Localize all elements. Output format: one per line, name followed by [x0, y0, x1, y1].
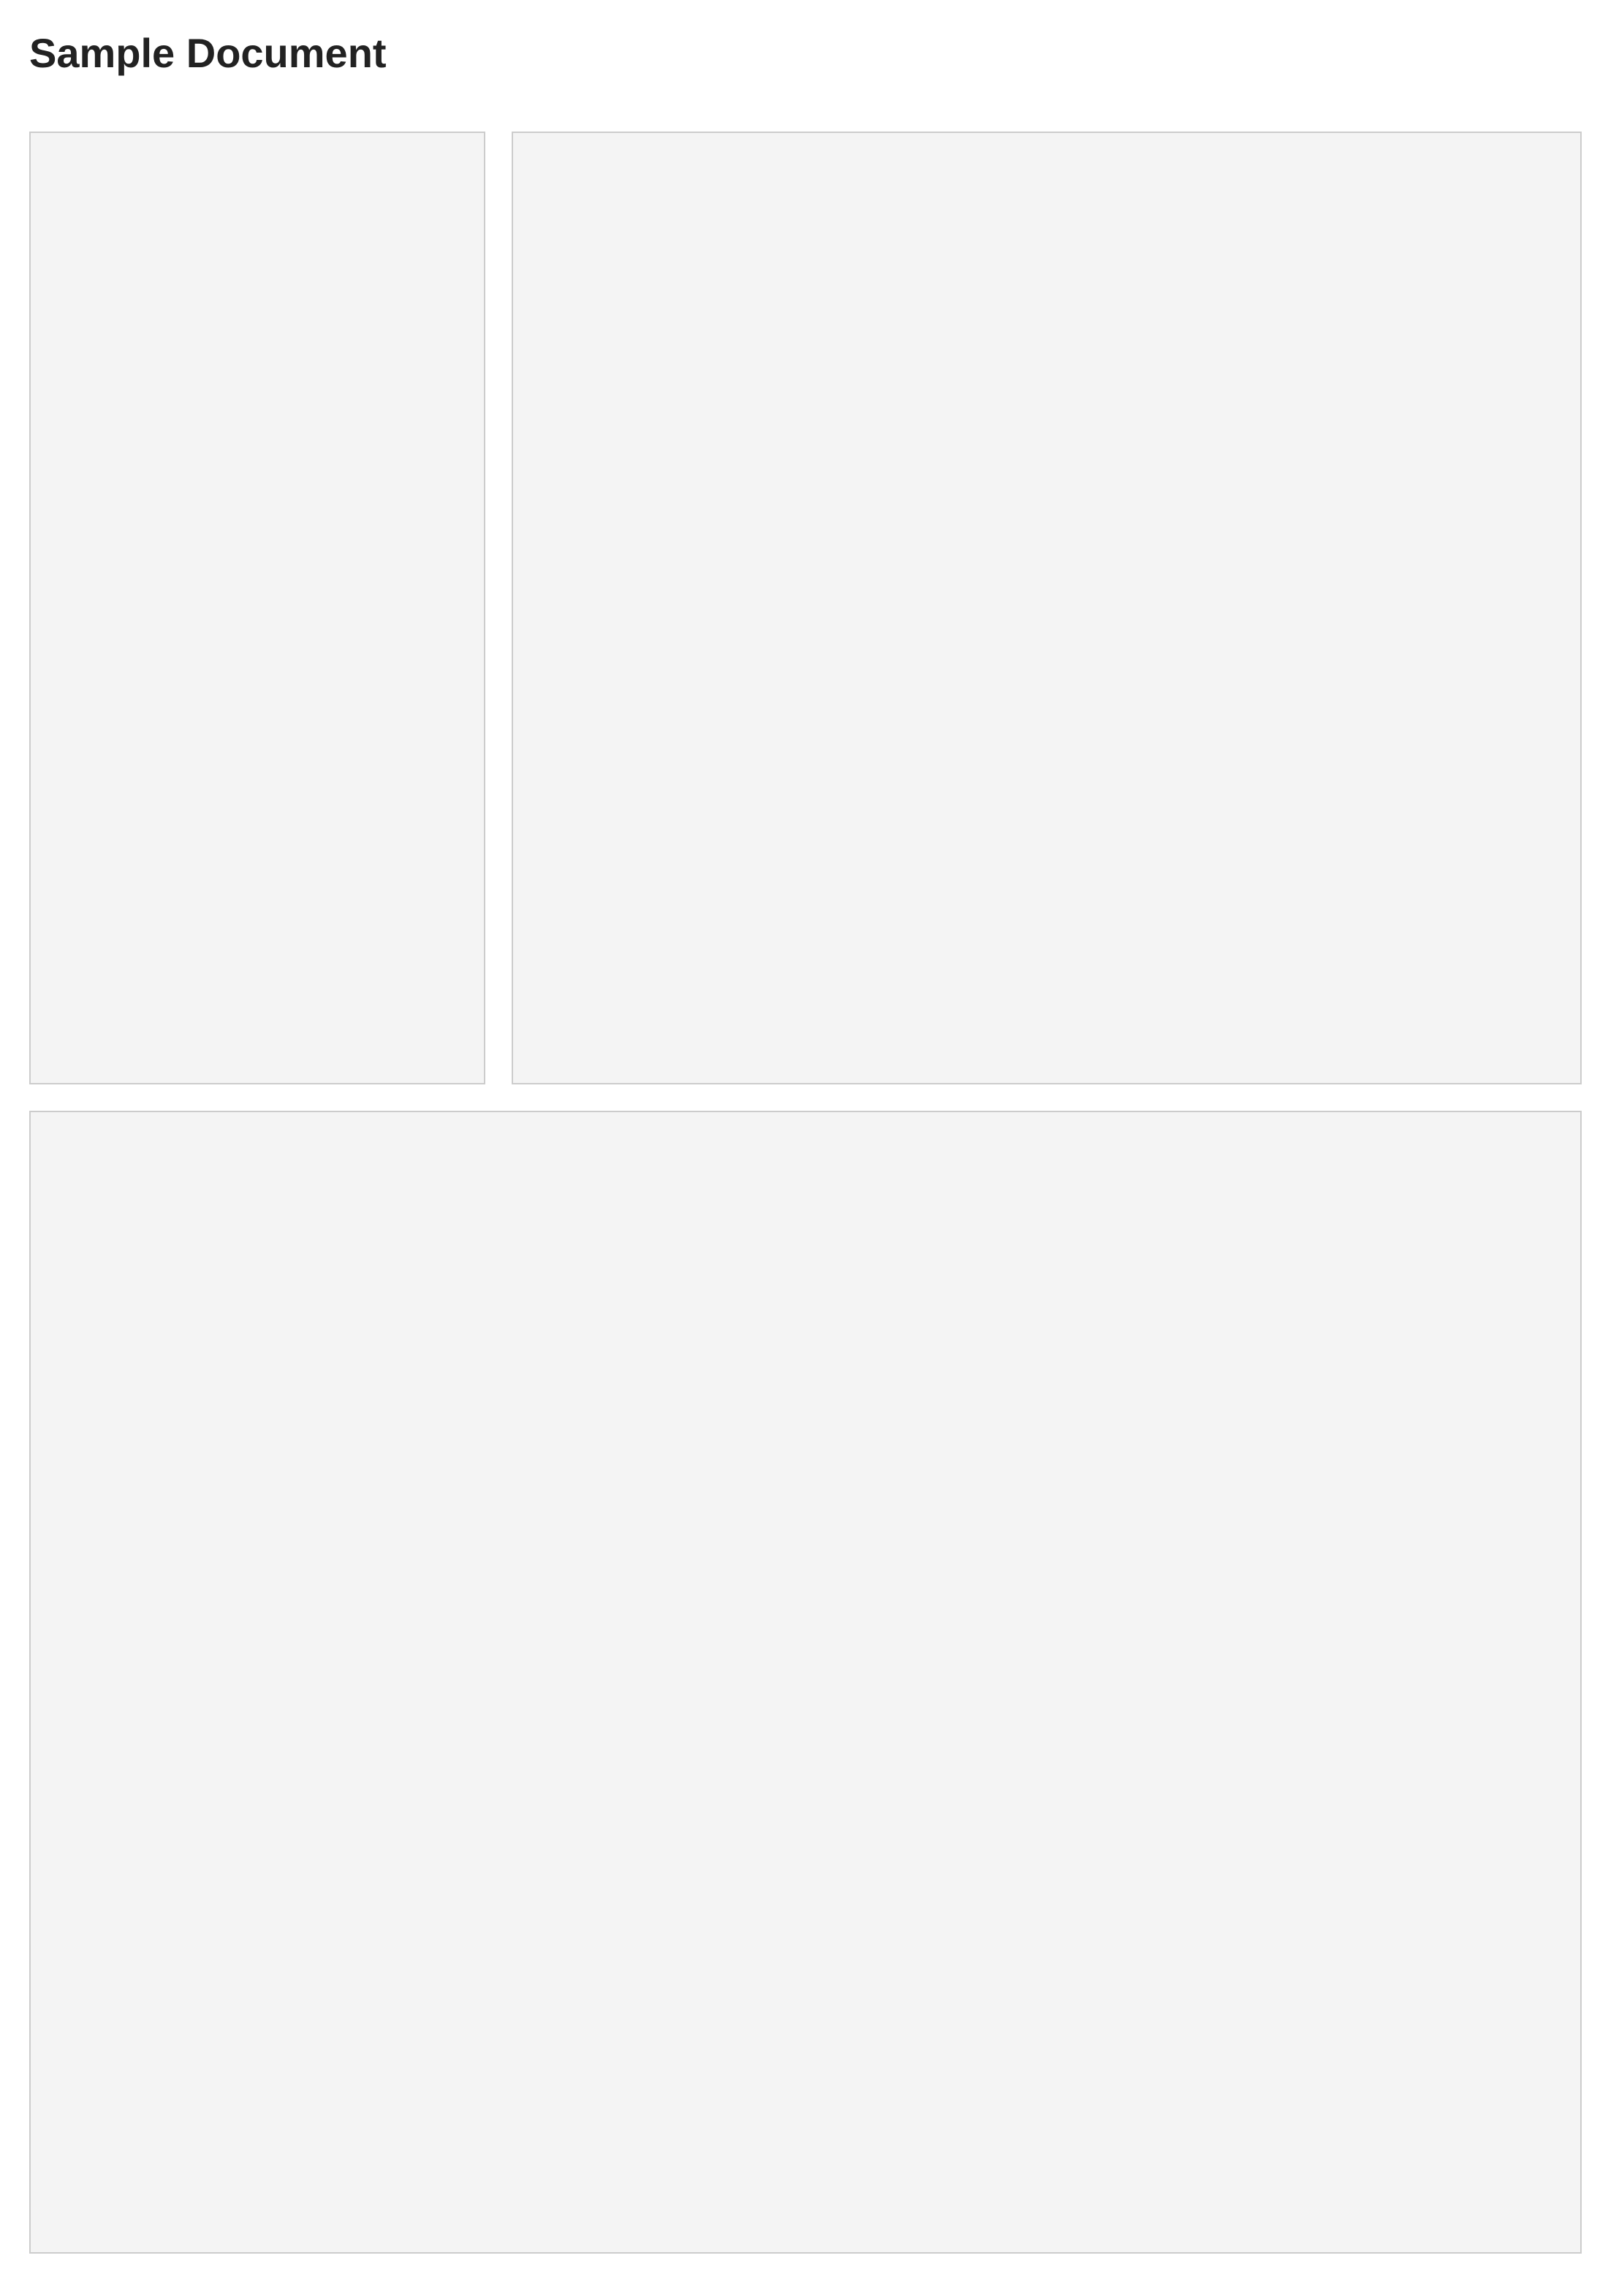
page-title: Sample Document	[29, 30, 387, 76]
placeholder-block-right	[512, 132, 1582, 1084]
placeholder-block-left	[29, 132, 485, 1084]
placeholder-block-bottom	[29, 1111, 1582, 2254]
